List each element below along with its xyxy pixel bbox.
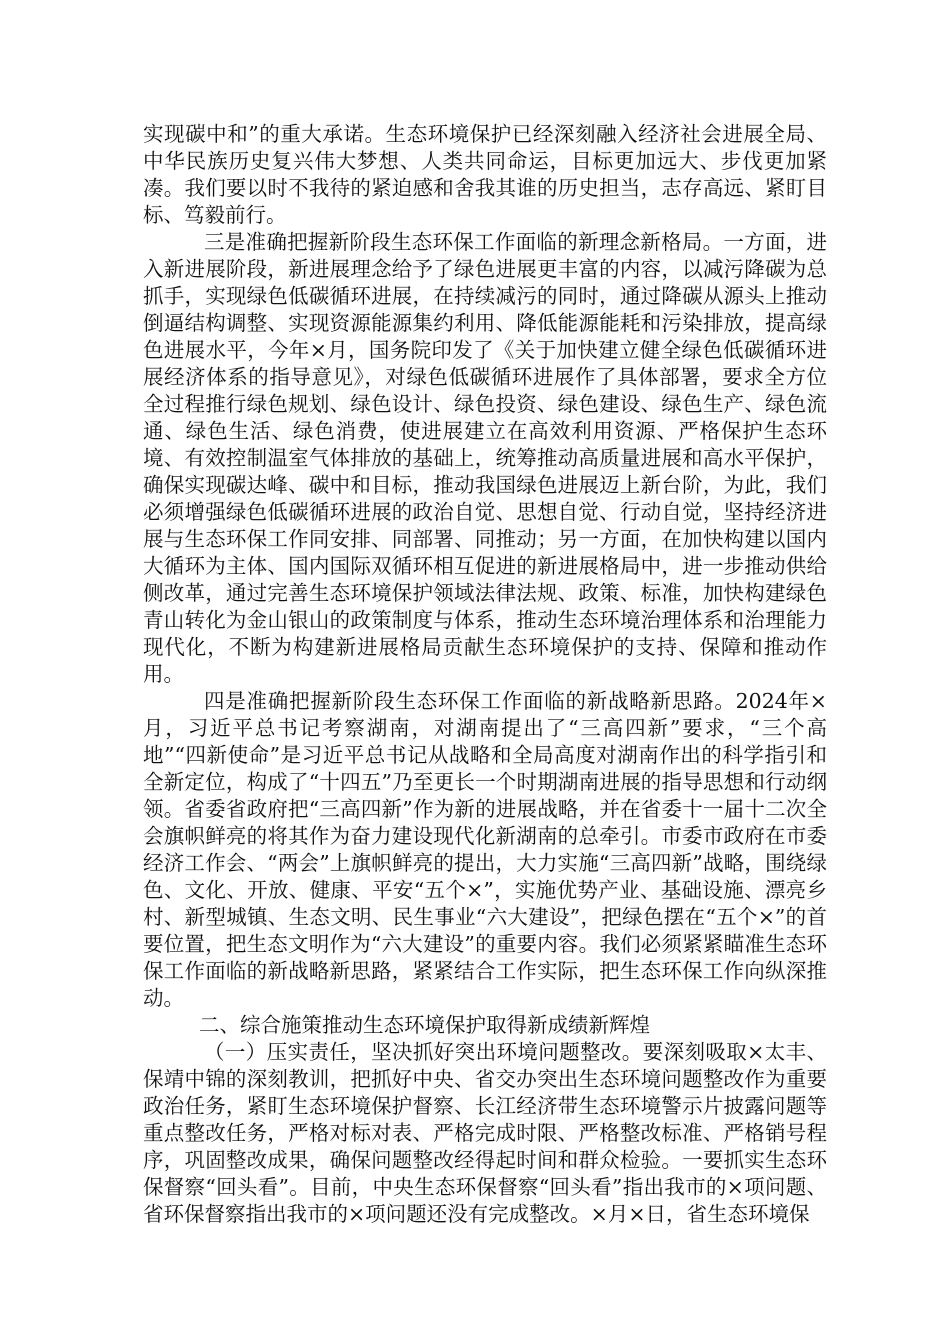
- paragraph-new-strategy: 四是准确把握新阶段生态环保工作面临的新战略新思路。2024年×月，习近平总书记考察湖南，对湖南提出了“三高四新”要求，“三个高地”“四新使命”是习近平总书记从战略和全局高度对湖南作出的科学指引和全新定位，构成了“十四五”乃至更长一个时期湖南进展的指导思想和行动纲领。省委省政府把“三高四新”作为新的进展战略，并在省委十一届十二次全会旗帜鲜亮的将其作为奋力建设现代化新湖南的总牵引。市委市政府在市委经济工作会、“两会”上旗帜鲜亮的提出，大力实施“三高四新”战略，围绕绿色、文化、开放、健康、平安“五个×”，实施优势产业、基础设施、漂亮乡村、新型城镇、生态文明、民生事业“六大建设”，把绿色摆在“五个×”的首要位置，把生态文明作为“六大建设”的重要内容。我们必须紧紧瞄准生态环保工作面临的新战略新思路，紧紧结合工作实际，把生态环保工作向纵深推动。: [143, 689, 827, 1010]
- paragraph-continuation: 实现碳中和”的重大承诺。生态环境保护已经深刻融入经济社会进展全局、中华民族历史复兴伟大梦想、人类共同命运，目标更加远大、步伐更加紧凑。我们要以时不我待的紧迫感和舍我其谁的历史担当，志存高远、紧盯目标、笃毅前行。: [143, 122, 827, 227]
- section-heading: 二、综合施策推动生态环境保护取得新成绩新辉煌: [199, 1013, 650, 1037]
- document-body: [143, 121, 827, 1228]
- paragraph-rectification: （一）压实责任，坚决抓好突出环境问题整改。要深刻吸取×太丰、保靖中锦的深刻教训，把抓好中央、省交办突出生态环境问题整改作为重要政治任务，紧盯生态环境保护督察、长江经济带生态环境警示片披露问题等重点整改任务，严格对标对表、严格完成时限、严格整改标准、严格销号程序，巩固整改成果，确保问题整改经得起时间和群众检验。一要抓实生态环保督察“回头看”。目前，中央生态环保督察“回头看”指出我市的×项问题、省环保督察指出我市的×项问题还没有完成整改。×月×日，省生态环境保: [143, 1040, 827, 1226]
- paragraph-new-concept: 三是准确把握新阶段生态环保工作面临的新理念新格局。一方面，进入新进展阶段，新进展理念给予了绿色进展更丰富的内容，以减污降碳为总抓手，实现绿色低碳循环进展，在持续减污的同时，通过降碳从源头上推动倒逼结构调整、实现资源能源集约利用、降低能源能耗和污染排放，提高绿色进展水平，今年×月，国务院印发了《关于加快建立健全绿色低碳循环进展经济体系的指导意见》，对绿色低碳循环进展作了具体部署，要求全方位全过程推行绿色规划、绿色设计、绿色投资、绿色建设、绿色生产、绿色流通、绿色生活、绿色消费，使进展建立在高效利用资源、严格保护生态环境、有效控制温室气体排放的基础上，统筹推动高质量进展和高水平保护，确保实现碳达峰、碳中和目标，推动我国绿色进展迈上新台阶，为此，我们必须增强绿色低碳循环进展的政治自觉、思想自觉、行动自觉，坚持经济进展与生态环保工作同安排、同部署、同推动；另一方面，在加快构建以国内大循环为主体、国内国际双循环相互促进的新进展格局中，进一步推动供给侧改革，通过完善生态环境保护领域法律法规、政策、标准，加快构建绿色青山转化为金山银山的政策制度与体系，推动生态环境治理体系和治理能力现代化，不断为构建新进展格局贡献生态环境保护的支持、保障和推动作用。: [143, 230, 827, 686]
